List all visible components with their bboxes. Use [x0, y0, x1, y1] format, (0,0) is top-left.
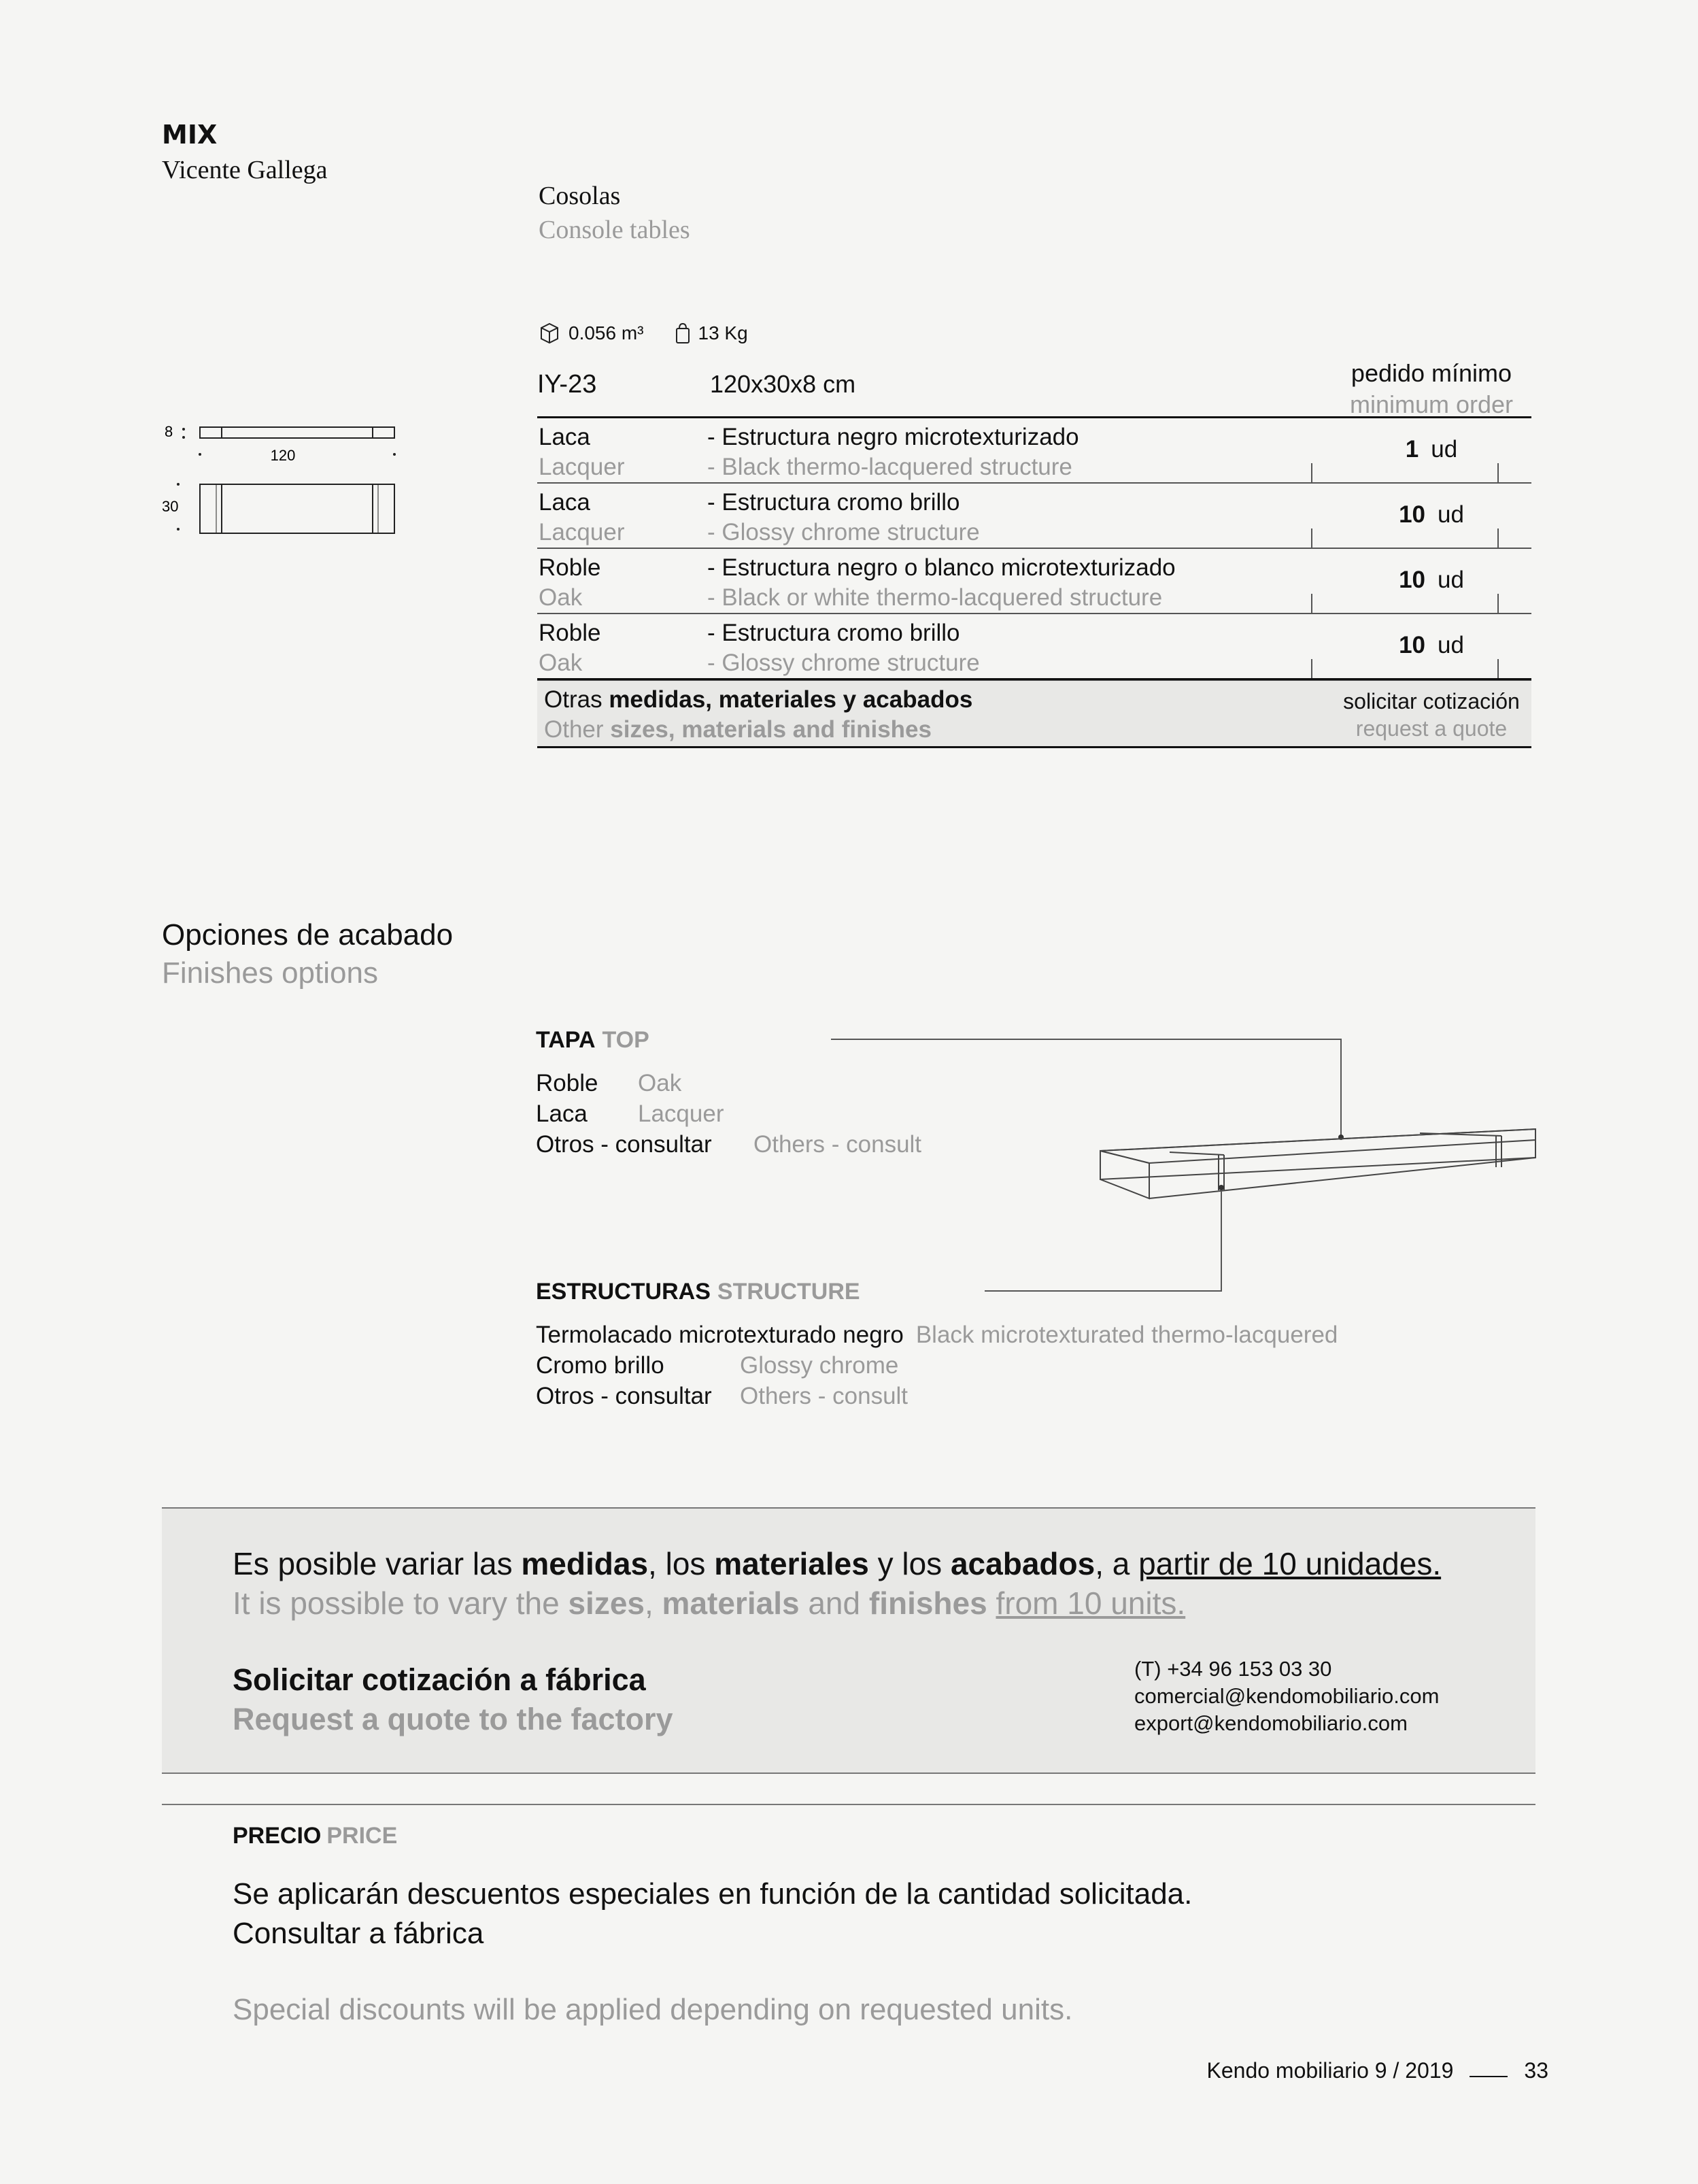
- order-table: [537, 358, 1531, 748]
- description-en: - Glossy chrome structure: [707, 519, 980, 545]
- material-en: Lacquer: [539, 519, 625, 545]
- customization-en: It is possible to vary the sizes, materials and finishes from 10 units.: [233, 1585, 1186, 1621]
- table-header: [537, 358, 1531, 418]
- spec-line: [537, 321, 748, 346]
- description-en: - Black or white thermo-lacquered structure: [707, 584, 1163, 611]
- quantity-unit: ud: [1438, 501, 1464, 528]
- table-row: [537, 614, 1531, 680]
- table-row: [537, 549, 1531, 614]
- other-options-row: [537, 680, 1531, 748]
- price-text-en: Special discounts will be applied depending on requested units.: [233, 1993, 1073, 2026]
- table-row: [537, 418, 1531, 484]
- publication-name: Kendo mobiliario 9 / 2019: [1206, 2058, 1454, 2083]
- email-export[interactable]: export@kendomobiliario.com: [1134, 1711, 1408, 1735]
- depth-label: 30: [162, 498, 179, 515]
- min-order-es: pedido mínimo: [1351, 359, 1512, 387]
- top-view: [200, 484, 394, 533]
- description-es: - Estructura cromo brillo: [707, 620, 960, 646]
- quantity-value: 10: [1399, 632, 1425, 658]
- quote-en: request a quote: [1355, 716, 1508, 741]
- material-es: Roble: [539, 620, 601, 646]
- product-illustration: [816, 1027, 1550, 1299]
- quantity-value: 1: [1405, 436, 1419, 463]
- material-es: Roble: [539, 554, 601, 581]
- description-es: - Estructura cromo brillo: [707, 489, 960, 516]
- material-en: Oak: [539, 650, 583, 676]
- structure-heading: ESTRUCTURAS STRUCTURE: [536, 1279, 860, 1305]
- price-text-1: Se aplicarán descuentos especiales en función de la cantidad solicitada.: [233, 1877, 1193, 1911]
- quantity-unit: ud: [1431, 436, 1458, 463]
- description-en: - Glossy chrome structure: [707, 650, 980, 676]
- collection-name: MIX: [162, 120, 218, 150]
- description-es: - Estructura negro o blanco microtexturizado: [707, 554, 1176, 581]
- finishes-title-es: Opciones de acabado: [162, 918, 454, 952]
- table-row: [537, 484, 1531, 549]
- other-es: Otras medidas, materiales y acabados: [544, 686, 973, 713]
- min-quantity: [1331, 501, 1531, 528]
- description-es: - Estructura negro microtexturizado: [707, 424, 1079, 450]
- weight-value: 13 Kg: [698, 322, 748, 343]
- product-dimensions: 120x30x8 cm: [710, 370, 856, 398]
- page-number: 33: [1524, 2058, 1548, 2083]
- customization-band: [162, 1507, 1535, 1774]
- box-icon: [537, 321, 562, 346]
- material-es: Laca: [539, 424, 590, 450]
- length-label: 120: [270, 447, 296, 464]
- volume-value: 0.056 m³: [568, 322, 644, 343]
- quote-request-en: Request a quote to the factory: [233, 1702, 673, 1736]
- finishes-title-en: Finishes options: [162, 956, 378, 990]
- list-item: Termolacado microtexturado negro Black microtexturated thermo-lacquered: [536, 1322, 1338, 1348]
- category-es: Cosolas: [539, 182, 621, 210]
- price-text-2: Consultar a fábrica: [233, 1917, 484, 1950]
- dimension-drawing: [155, 416, 413, 539]
- material-en: Oak: [539, 584, 583, 611]
- material-es: Laca: [539, 489, 590, 516]
- quote-request-es: Solicitar cotización a fábrica: [233, 1662, 646, 1697]
- product-code: IY-23: [537, 370, 597, 399]
- min-quantity: [1331, 632, 1531, 659]
- email-comercial[interactable]: comercial@kendomobiliario.com: [1134, 1684, 1440, 1708]
- price-heading: PRECIO PRICE: [233, 1823, 398, 1849]
- designer-name: Vicente Gallega: [162, 156, 328, 184]
- height-label: 8: [165, 423, 173, 440]
- weight-icon: [674, 322, 692, 345]
- list-item: Roble Oak: [536, 1070, 682, 1096]
- customization-es: Es posible variar las medidas, los materiales y los acabados, a partir de 10 unidades.: [233, 1546, 1442, 1581]
- quantity-unit: ud: [1438, 632, 1464, 658]
- min-order-header: [1331, 358, 1531, 420]
- quote-es: solicitar cotización: [1343, 689, 1520, 713]
- category-en: Console tables: [539, 216, 690, 244]
- description-en: - Black thermo-lacquered structure: [707, 454, 1072, 480]
- list-item: Otros - consultar Others - consult: [536, 1131, 922, 1158]
- list-item: Laca Lacquer: [536, 1101, 724, 1127]
- min-quantity: [1331, 436, 1531, 463]
- quantity-unit: ud: [1438, 567, 1464, 593]
- other-en: Other sizes, materials and finishes: [544, 716, 932, 743]
- min-order-en: minimum order: [1349, 390, 1514, 418]
- list-item: Otros - consultar Others - consult: [536, 1383, 909, 1409]
- divider: [162, 1804, 1535, 1805]
- side-view: [200, 427, 394, 438]
- material-en: Lacquer: [539, 454, 625, 480]
- phone: (T) +34 96 153 03 30: [1134, 1657, 1332, 1681]
- list-item: Cromo brillo Glossy chrome: [536, 1352, 899, 1379]
- quantity-value: 10: [1399, 501, 1425, 528]
- quantity-value: 10: [1399, 567, 1425, 593]
- top-heading: TAPA TOP: [536, 1027, 649, 1053]
- min-quantity: [1331, 567, 1531, 594]
- page-footer: [1207, 2058, 1549, 2083]
- structure-options: [536, 1320, 1338, 1411]
